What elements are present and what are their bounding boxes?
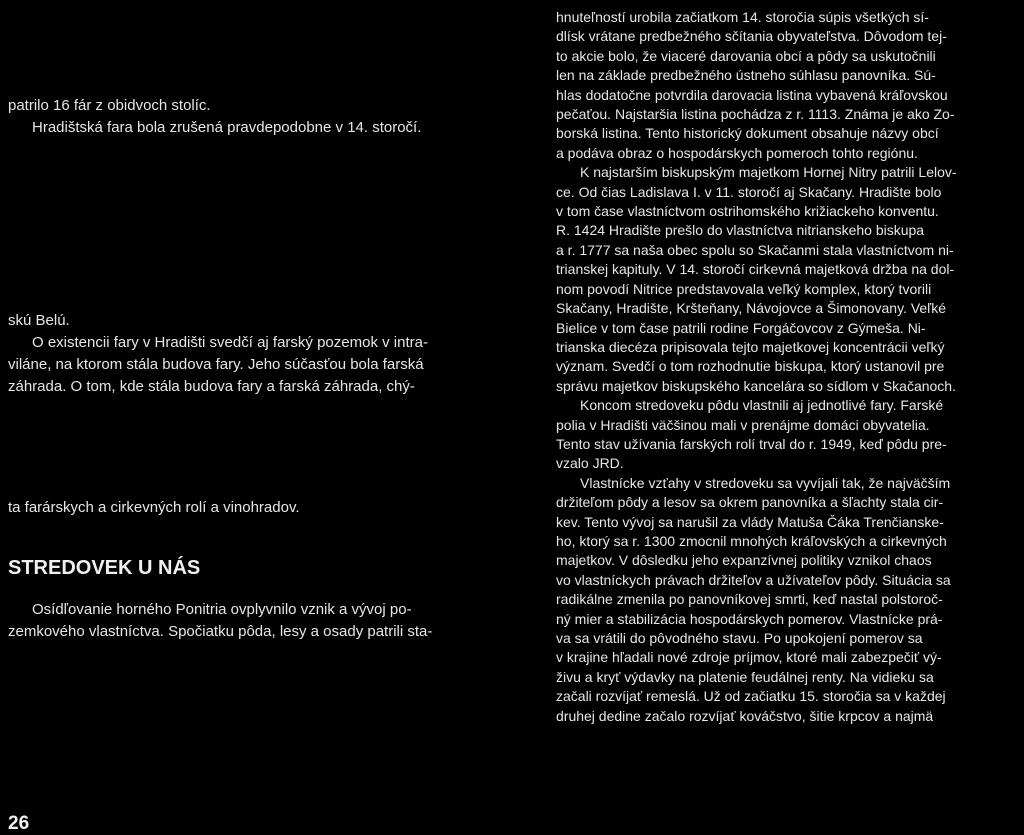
text-line: ný mier a stabilizácia hospodárskych pomerov. Vlastnícke prá- [556, 610, 943, 627]
text-line: Hradištská fara bola zrušená pravdepodobne v 14. storočí. [32, 119, 422, 136]
text-line: kev. Tento vývoj sa narušil za vlády Matuša Čáka Trenčianske- [556, 513, 944, 530]
text-line: v krajine hľadali nové zdroje príjmov, ktoré mali zabezpečiť vý- [556, 649, 942, 666]
text-line: vzalo JRD. [556, 455, 624, 472]
text-line: Bielice v tom čase patrili rodine Forgáčovcov z Gýmeša. Ni- [556, 319, 926, 336]
text-line: správu majetkov biskupského kancelára so sídlom v Skačanoch. [556, 377, 956, 394]
text-line: len na základe predbežného ústneho súhlasu panovníka. Sú- [556, 67, 936, 84]
text-line: vo vlastníckych právach držiteľov a užívateľov pôdy. Situácia sa [556, 571, 951, 588]
text-line: majetkov. V dôsledku jeho expanzívnej politiky vznikol chaos [556, 552, 932, 569]
text-block-osidlovanie [8, 599, 432, 643]
page-number: 26 [8, 813, 30, 834]
text-line: viláne, na ktorom stála budova fary. Jeho súčasťou bola farská [8, 356, 424, 373]
text-line: druhej dedine začalo rozvíjať kováčstvo, šitie krpcov a najmä [556, 707, 934, 724]
text-line: R. 1424 Hradište prešlo do vlastníctva nitrianskeho biskupa [556, 222, 925, 239]
text-line: to akcie bolo, že viaceré darovania obcí a pôdy sa uskutočnili [556, 47, 936, 64]
text-line: trianskej kapituly. V 14. storočí cirkevná majetková držba na dol- [556, 261, 955, 278]
text-line: radikálne zmenila po panovníkovej smrti, keď nastal polstoroč- [556, 591, 943, 608]
paragraph [8, 599, 432, 643]
text-block-fara [8, 95, 421, 139]
text-line: O existencii fary v Hradišti svedčí aj farský pozemok v intra- [32, 334, 428, 351]
text-line: hlas dodatočne potvrdila darovacia listina vybavená kráľovskou [556, 86, 948, 103]
text-line: držiteľom pôdy a lesov sa okrem panovníka a šľachty stala cir- [556, 494, 944, 511]
text-line: skú Belú. [8, 312, 70, 329]
text-line: Koncom stredoveku pôdu vlastnili aj jednotlivé fary. Farské [580, 397, 944, 414]
text-line: živu a kryť výdavky na platenie feudálnej renty. Na vidieku sa [556, 668, 934, 685]
text-line: K najstarším biskupským majetkom Hornej Nitry patrili Lelov- [580, 164, 957, 181]
text-line: Skačany, Hradište, Kršteňany, Návojovce a Šimonovany. Veľké [556, 300, 947, 317]
paragraph [8, 497, 300, 519]
text-line: pečaťou. Najstaršia listina pochádza z r. 1113. Známa je ako Zo- [556, 106, 955, 123]
section-heading: STREDOVEK U NÁS [8, 557, 201, 579]
text-line: začali rozvíjať remeslá. Už od začiatku 15. storočia sa v každej [556, 688, 946, 705]
right-column [556, 8, 1024, 798]
text-line: polia v Hradišti väčšinou mali v prenájme domáci obyvatelia. [556, 416, 930, 433]
text-line: Osídľovanie horného Ponitria ovplyvnilo vznik a vývoj po- [32, 601, 412, 618]
text-line: zemkového vlastníctva. Spočiatku pôda, lesy a osady patrili sta- [8, 623, 433, 640]
paragraph [8, 95, 421, 139]
text-line: ta farárskych a cirkevných rolí a vinohradov. [8, 499, 300, 516]
text-line: borská listina. Tento historický dokument obsahuje názvy obcí [556, 125, 939, 142]
text-line: význam. Svedčí o tom rozhodnutie biskupa, ktorý ustanovil pre [556, 358, 945, 375]
text-block-rolí [8, 497, 300, 519]
text-line: záhrada. O tom, kde stála budova fary a farská záhrada, chý- [8, 378, 415, 395]
text-line: Tento stav užívania farských rolí trval do r. 1949, keď pôdu pre- [556, 435, 947, 452]
paragraph [8, 310, 428, 398]
text-line: va sa vrátili do pôvodného stavu. Po upokojení pomerov sa [556, 630, 923, 646]
text-line: patrilo 16 fár z obidvoch stolíc. [8, 97, 211, 114]
text-line: v tom čase vlastníctvom ostrihomského križiackeho konventu. [556, 203, 939, 220]
text-line: ce. Od čias Ladislava I. v 11. storočí aj Skačany. Hradište bolo [556, 183, 942, 200]
text-line: Vlastnícke vzťahy v stredoveku sa vyvíjali tak, že najväčším [580, 474, 951, 491]
text-line: ho, ktorý sa r. 1300 zmocnil mnohých kráľovských a cirkevných [556, 532, 947, 549]
text-line: dlísk vrátane predbežného sčítania obyvateľstva. Dôvodom tej- [556, 28, 947, 45]
text-line: trianska diecéza pripisovala tejto majetkovej koncentrácii veľký [556, 338, 945, 355]
text-line: nom povodí Nitrice predstavovala veľký komplex, ktorý tvorili [556, 280, 932, 297]
text-line: a podáva obraz o hospodárskych pomeroch tohto regiónu. [556, 144, 918, 161]
text-line: a r. 1777 sa naša obec spolu so Skačanmi stala vlastníctvom ni- [556, 241, 954, 258]
text-block-existencia-fary [8, 310, 428, 398]
text-line: hnuteľností urobila začiatkom 14. storočia súpis všetkých sí- [556, 9, 929, 25]
